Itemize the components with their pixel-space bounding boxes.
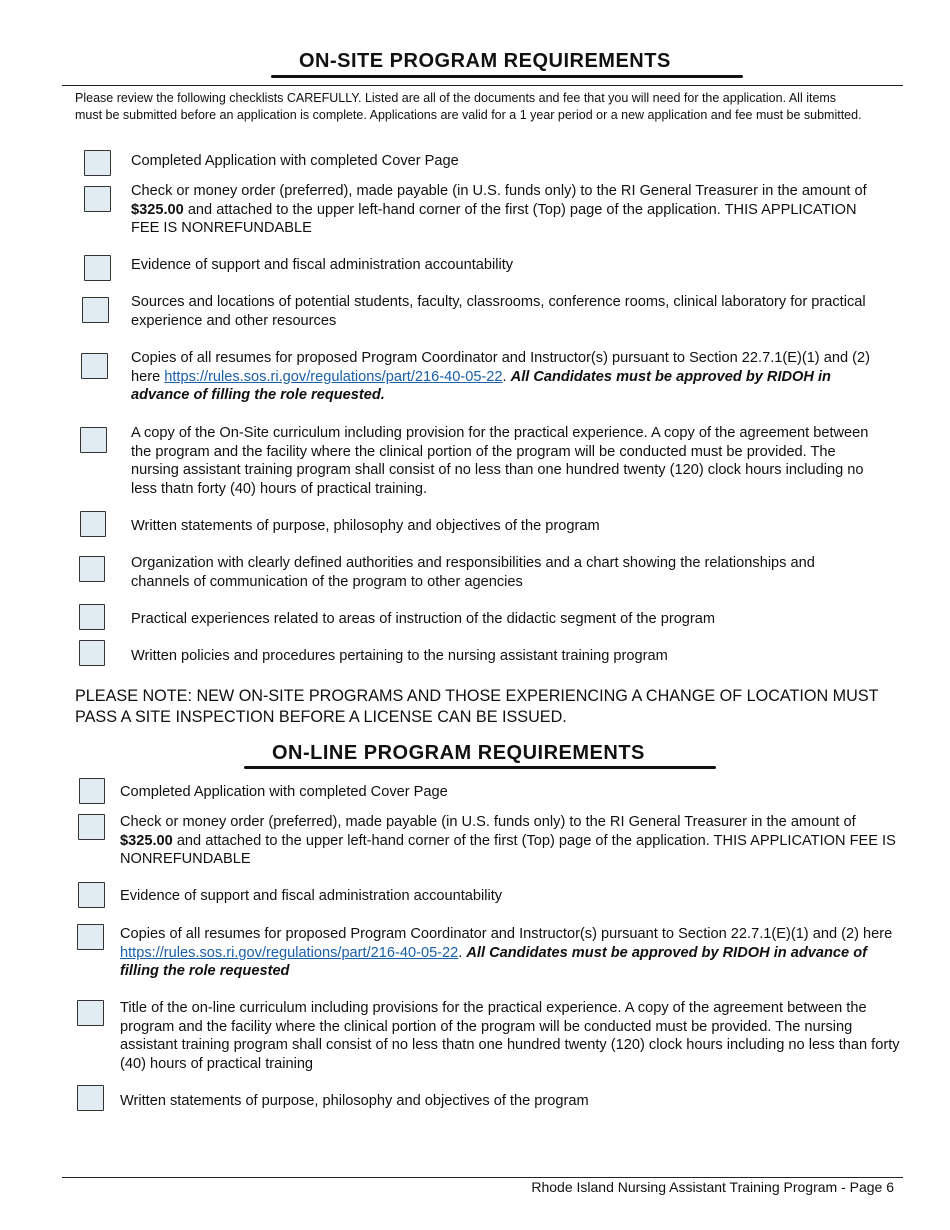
onsite-section-title: ON-SITE PROGRAM REQUIREMENTS [299,50,671,72]
checkbox[interactable] [77,924,104,950]
checkbox[interactable] [78,882,105,908]
item-text: Practical experiences related to areas of instruction of the didactic segment of the program [131,611,716,627]
fee-amount: $325.00 [120,832,173,849]
checkbox[interactable] [78,814,105,840]
checkbox[interactable] [80,427,107,453]
item-text: Written statements of purpose, philosophy and objectives of the program [131,518,600,534]
checkbox[interactable] [79,640,105,666]
footer-rule [62,1177,903,1178]
item-text: Check or money order (preferred), made payable (in U.S. funds only) to the RI General Treasurer in the amount of $325.00 and attached to the upper left-hand corner of the first (Top) page of the application. THIS APPLICATION FEE IS NONREFUNDABLE [120,814,896,868]
checkbox[interactable] [79,604,105,630]
item-text: A copy of the On-Site curriculum including provision for the practical experience. A copy of the agreement between the program and the facility where the clinical portion of the program will be conducted must be provided. The nursing assistant training program shall consist of no less than one hundred twenty (120) clock hours including no less thatn forty (40) hours of practical training. [131,425,869,497]
checkbox[interactable] [77,1000,104,1026]
item-text: Sources and locations of potential students, faculty, classrooms, conference rooms, clinical laboratory for practical experience and other resources [131,294,866,329]
onsite-title-underline [271,75,743,78]
item-text: Copies of all resumes for proposed Program Coordinator and Instructor(s) pursuant to Section 22.7.1(E)(1) and (2) here https://rules.sos.ri.gov/regulations/part/216-40-05-22. All Candidates must be approved by RIDOH in advance of filling the role requested. [131,350,870,404]
checkbox[interactable] [77,1085,104,1111]
checkbox[interactable] [84,186,111,212]
item-text: Completed Application with completed Cover Page [120,784,448,800]
item-text: Title of the on-line curriculum including provisions for the practical experience. A copy of the agreement between the program and the facility where the clinical portion of the program will be conducted must be provided. The nursing assistant training program shall consist of no less thatn one hundred twenty (120) clock hours including no less than forty (40) hours of practical training [120,1000,900,1072]
checkbox[interactable] [81,353,108,379]
item-text: Copies of all resumes for proposed Program Coordinator and Instructor(s) pursuant to Section 22.7.1(E)(1) and (2) here https://rules.sos.ri.gov/regulations/part/216-40-05-22. All Candidates must be approved by RIDOH in advance of filling the role requested [120,926,893,980]
item-text: Organization with clearly defined authorities and responsibilities and a chart showing the relationships and channels of communication of the program to other agencies [131,555,815,590]
checkbox[interactable] [79,556,105,582]
item-text: Completed Application with completed Cover Page [131,153,459,169]
item-text: Evidence of support and fiscal administration accountability [131,257,514,273]
checkbox[interactable] [80,511,106,537]
site-inspection-note: PLEASE NOTE: NEW ON-SITE PROGRAMS AND THOSE EXPERIENCING A CHANGE OF LOCATION MUST PASS A SITE INSPECTION BEFORE A LICENSE CAN BE ISSUED. [75,687,879,726]
checkbox[interactable] [79,778,105,804]
regulations-link[interactable]: https://rules.sos.ri.gov/regulations/part/216-40-05-22 [164,368,503,385]
item-text: Written statements of purpose, philosophy and objectives of the program [120,1093,589,1109]
checkbox[interactable] [84,255,111,281]
regulations-link[interactable]: https://rules.sos.ri.gov/regulations/part/216-40-05-22 [120,944,459,961]
header-rule [62,85,903,86]
item-text: Check or money order (preferred), made payable (in U.S. funds only) to the RI General Treasurer in the amount of $325.00 and attached to the upper left-hand corner of the first (Top) page of the application. THIS APPLICATION FEE IS NONREFUNDABLE [131,183,867,237]
intro-paragraph: Please review the following checklists CAREFULLY. Listed are all of the documents and fee that you will need for the application. All items must be submitted before an application is complete. Applications are valid for a 1 year period or a new application and fee must be submitted. [75,91,862,122]
item-text: Written policies and procedures pertaining to the nursing assistant training program [131,648,668,664]
page-footer: Rhode Island Nursing Assistant Training Program - Page 6 [531,1179,894,1195]
online-title-underline [244,766,716,769]
checkbox[interactable] [82,297,109,323]
checkbox[interactable] [84,150,111,176]
item-text: Evidence of support and fiscal administration accountability [120,888,503,904]
fee-amount: $325.00 [131,201,184,218]
online-section-title: ON-LINE PROGRAM REQUIREMENTS [272,742,645,764]
